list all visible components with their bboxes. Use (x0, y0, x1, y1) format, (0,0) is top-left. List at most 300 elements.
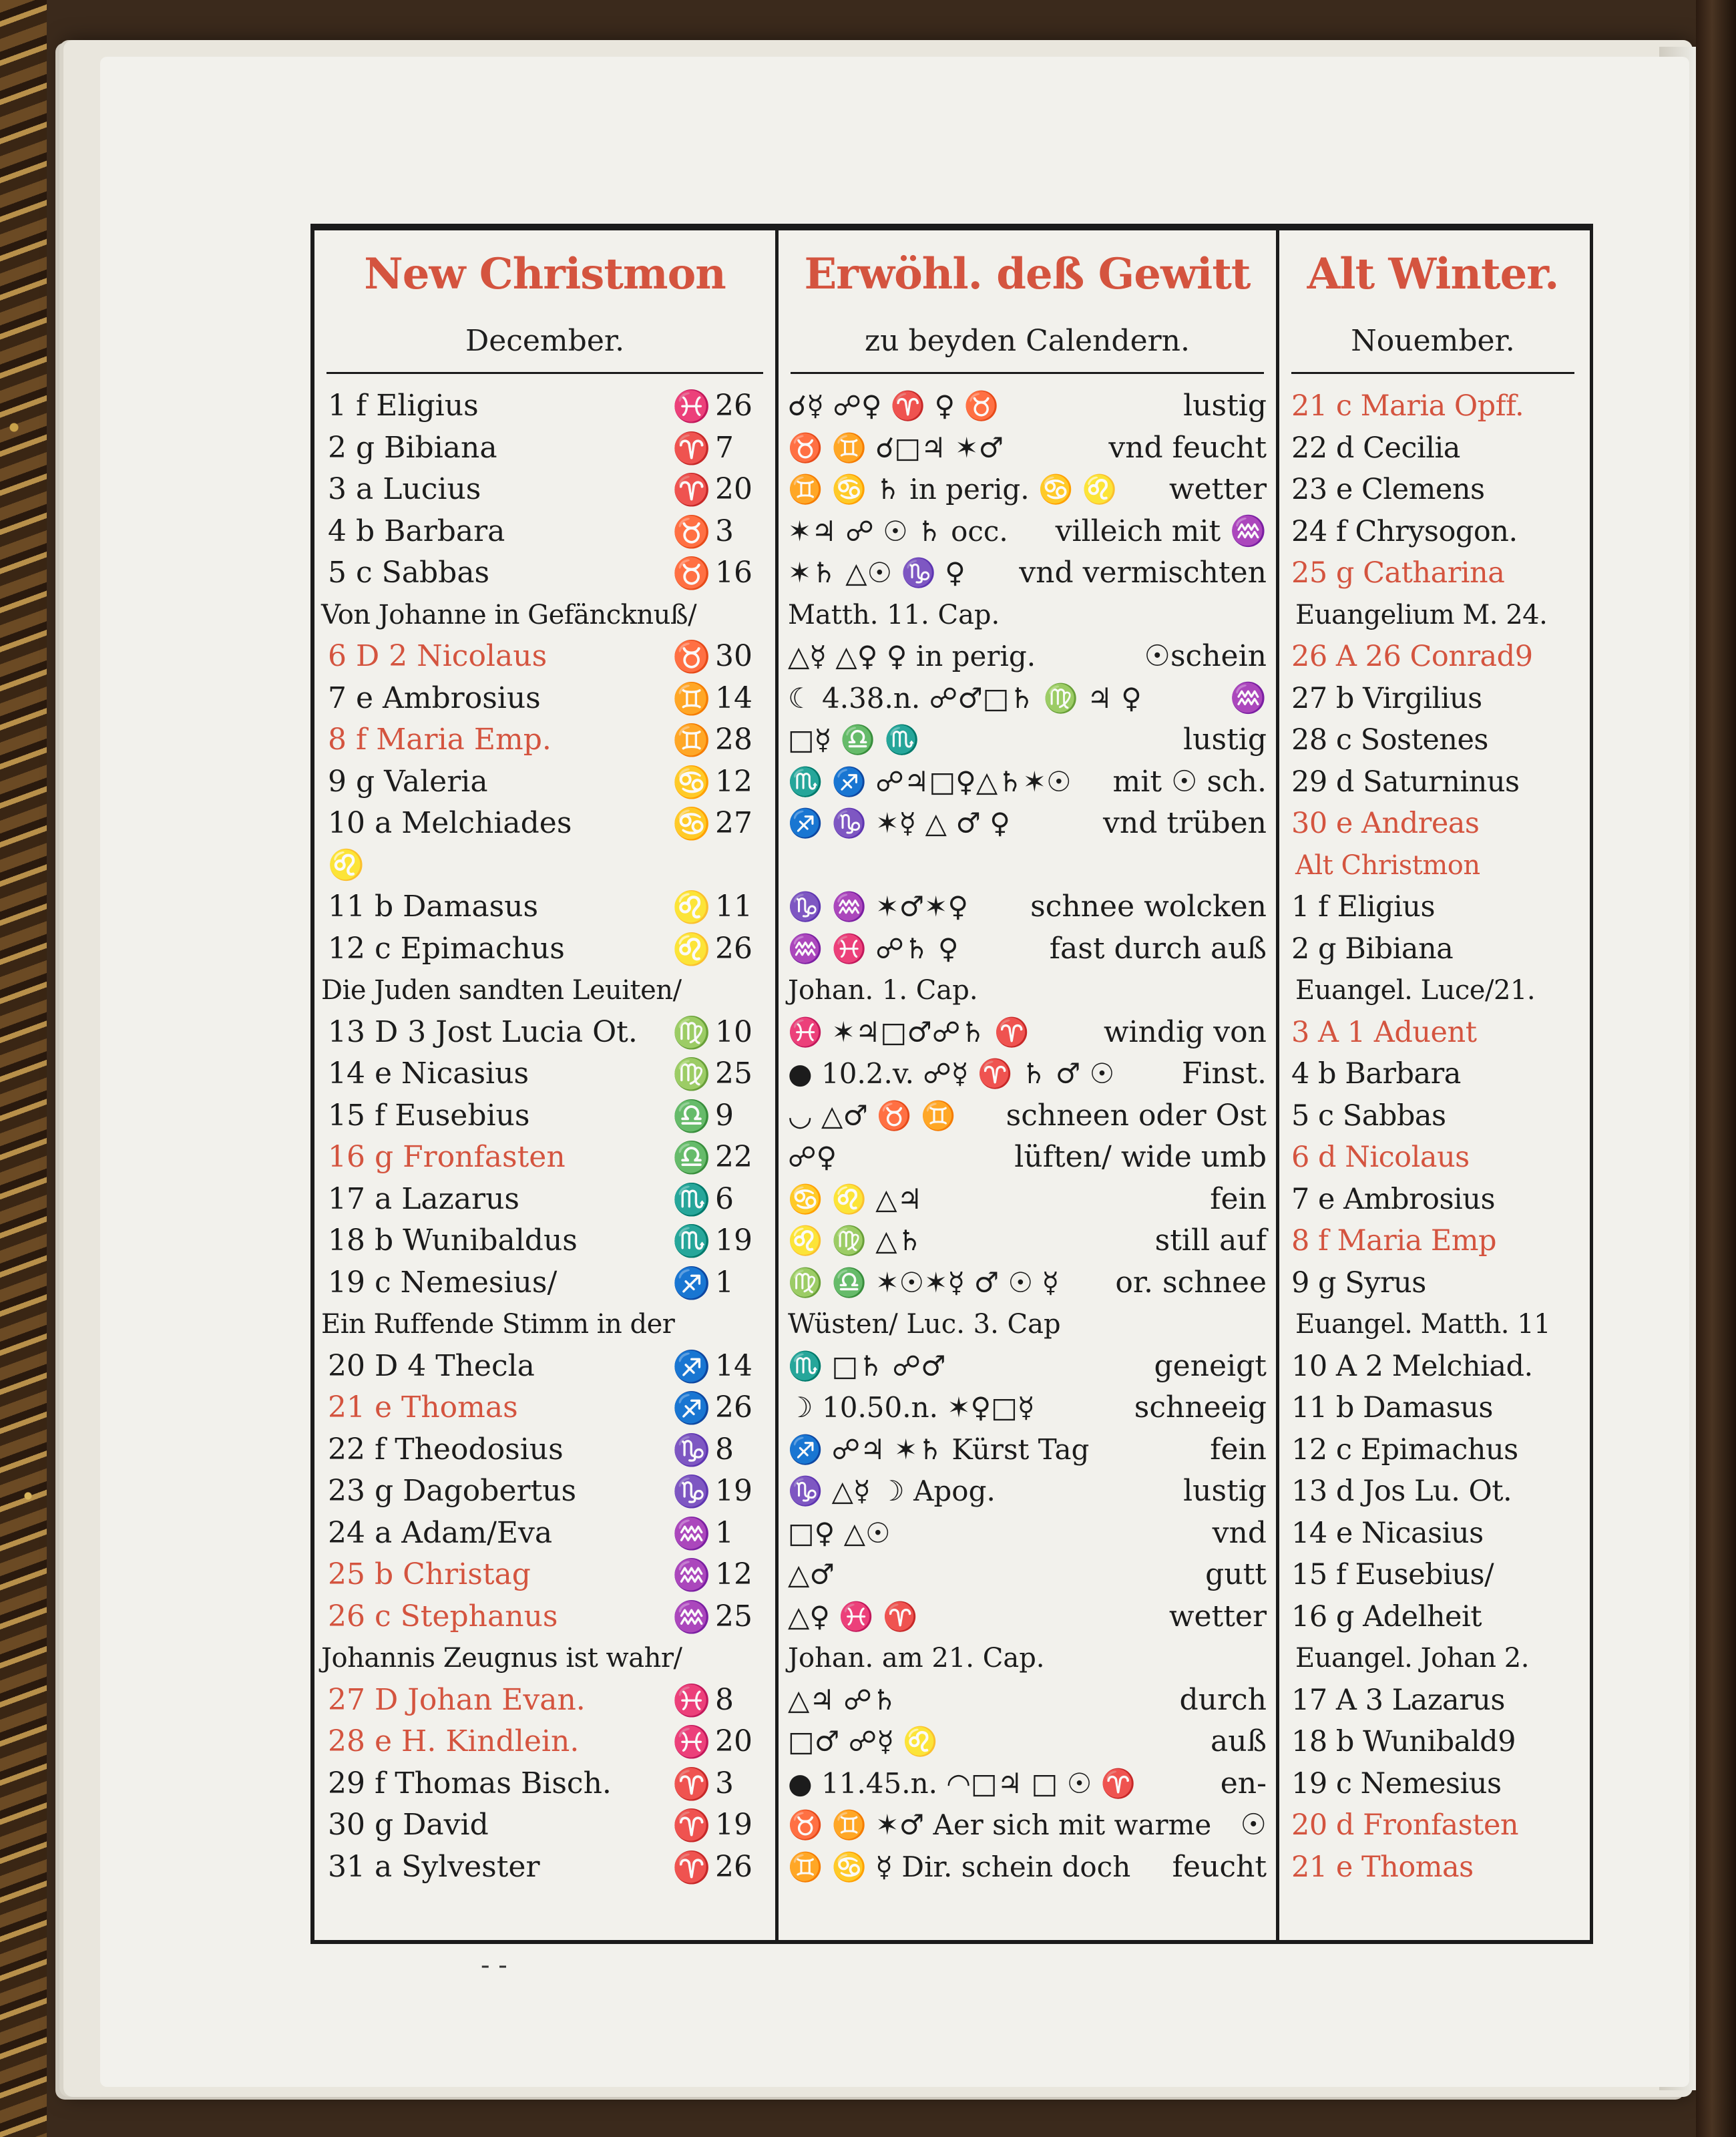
table-row (314, 1596, 775, 1638)
table-row (1279, 928, 1586, 970)
table-row (1279, 636, 1586, 678)
zodiac-sign-icon: ♒ (672, 1557, 711, 1593)
moon-degree: 22 (715, 1140, 752, 1174)
zodiac-sign-icon: ♐ (672, 1348, 711, 1384)
table-row (314, 761, 775, 803)
aspect-symbols: △♀ ♓ ♈ (788, 1599, 918, 1633)
weather-text: lustig (1183, 723, 1267, 757)
gospel-line: Ein Ruffende Stimm in der (321, 1309, 675, 1340)
weather-text: fein (1210, 1432, 1267, 1467)
moon-degree: 11 (715, 890, 752, 924)
day-entry: 14 e Nicasius (1291, 1516, 1484, 1550)
table-row (314, 636, 775, 678)
column-subtitle: Nouember. (1351, 324, 1515, 358)
table-row (779, 636, 1276, 678)
day-entry: 15 f Eusebius/ (1291, 1558, 1494, 1591)
table-row (1279, 1095, 1586, 1137)
aspect-symbols: ● 11.45.n. ◠□♃ □ ☉ ♈ (788, 1766, 1136, 1800)
gospel-line: Euangel. Luce/21. (1295, 975, 1536, 1006)
weather-text: vnd feucht (1108, 430, 1267, 465)
aspect-symbols: ◡ △♂ ♉ ♊ (788, 1099, 956, 1132)
table-row (314, 1637, 775, 1680)
day-entry: 21 e Thomas (1291, 1850, 1474, 1884)
column-new-christmon (314, 230, 779, 1940)
aspect-symbols: ☍♀ (788, 1141, 837, 1173)
column-title: Alt Winter. (1307, 249, 1559, 299)
table-row (779, 1262, 1276, 1304)
day-entry: 11 b Damasus (328, 890, 539, 924)
table-row (779, 761, 1276, 803)
table-row (779, 928, 1276, 970)
moon-degree: 7 (715, 430, 734, 465)
weather-text: gutt (1205, 1557, 1267, 1591)
column-subtitle: December. (465, 324, 625, 358)
day-entry: 27 b Virgilius (1291, 681, 1482, 715)
table-row (314, 1554, 775, 1596)
column-subtitle: zu beyden Calendern. (864, 324, 1190, 358)
zodiac-sign-icon: ♌ (672, 930, 711, 967)
table-row (1279, 803, 1586, 845)
table-row (314, 385, 775, 427)
zodiac-sign-icon: ♉ (672, 638, 711, 674)
table-row (1279, 511, 1586, 553)
zodiac-sign-icon: ♈ (672, 1807, 711, 1843)
table-row (1279, 1346, 1586, 1388)
table-row (314, 1262, 775, 1304)
moon-degree: 1 (715, 1265, 734, 1300)
day-entry: 5 c Sabbas (328, 556, 490, 590)
aspect-symbols: ♑ ♒ ✶♂✶♀ (788, 890, 969, 923)
table-row (314, 678, 775, 720)
table-row (314, 1012, 775, 1054)
table-row (779, 1137, 1276, 1179)
weather-text: lüften/ wide umb (1014, 1140, 1267, 1174)
day-entry: 8 f Maria Emp. (328, 723, 552, 757)
aspect-symbols: ✶♃ ☍ ☉ ♄ occ. (788, 514, 1008, 548)
weather-text: schneeig (1134, 1390, 1267, 1424)
day-entry: 14 e Nicasius (328, 1056, 529, 1091)
table-row (314, 1387, 775, 1429)
table-row (779, 1471, 1276, 1513)
moon-degree: 8 (715, 1682, 734, 1717)
zodiac-sign-icon: ♍ (672, 1014, 711, 1050)
table-row (314, 427, 775, 469)
moon-degree: 19 (715, 1808, 752, 1842)
aspect-symbols: ♏ ♐ ☍♃□♀△♄✶☉ (788, 765, 1072, 798)
aspect-symbols: △♃ ☍♄ (788, 1683, 897, 1716)
day-entry: 2 g Bibiana (1291, 932, 1454, 966)
moon-degree: 9 (715, 1098, 734, 1133)
gospel-line: Alt Christmon (1295, 849, 1480, 881)
table-row (314, 803, 775, 845)
weather-text: schnee wolcken (1030, 890, 1267, 924)
table-row (779, 678, 1276, 720)
weather-text: vnd vermischten (1019, 556, 1267, 590)
aspect-symbols: ♑ △☿ ☽ Apog. (788, 1475, 996, 1507)
table-row (314, 886, 775, 928)
day-entry: 27 D Johan Evan. (328, 1682, 586, 1717)
table-row (779, 1304, 1276, 1346)
moon-degree: 25 (715, 1056, 752, 1091)
moon-degree: 26 (715, 1390, 752, 1424)
aspect-symbols: ♊ ♋ ☿ Dir. schein doch (788, 1850, 1131, 1883)
aspect-symbols: ✶♄ △☉ ♑ ♀ (788, 556, 965, 589)
table-row (314, 1053, 775, 1095)
day-entry: 8 f Maria Emp (1291, 1224, 1497, 1257)
table-row (1279, 1471, 1586, 1513)
table-row (314, 970, 775, 1012)
day-entry: 6 D 2 Nicolaus (328, 639, 548, 673)
weather-text: durch (1179, 1682, 1267, 1717)
table-row (1279, 886, 1586, 928)
aspect-symbols: ♍ ♎ ✶☉✶☿ ♂ ☉ ☿ (788, 1266, 1060, 1299)
day-entry: 25 g Catharina (1291, 556, 1505, 590)
day-entry: 16 g Adelheit (1291, 1599, 1482, 1633)
table-row (1279, 1637, 1586, 1680)
gospel-line: Euangel. Matth. 11 (1295, 1309, 1551, 1340)
day-entry: 11 b Damasus (1291, 1391, 1493, 1424)
weather-text: schneen oder Ost (1006, 1098, 1267, 1133)
table-row (314, 1137, 775, 1179)
day-entry: 20 d Fronfasten (1291, 1808, 1519, 1842)
day-entry: 16 g Fronfasten (328, 1140, 566, 1174)
aspect-symbols: ♋ ♌ △♃ (788, 1182, 923, 1215)
table-row (314, 1429, 775, 1471)
aspect-symbols: □♂ ☍☿ ♌ (788, 1725, 938, 1758)
zodiac-sign-icon: ♒ (672, 1598, 711, 1635)
day-entry: 21 c Maria Opff. (1291, 389, 1524, 423)
table-row (779, 1095, 1276, 1137)
day-entry: 2 g Bibiana (328, 430, 497, 465)
day-entry: 17 a Lazarus (328, 1181, 520, 1216)
moon-degree: 26 (715, 1849, 752, 1884)
day-entry: 23 e Clemens (1291, 473, 1485, 506)
moon-degree: 19 (715, 1474, 752, 1508)
day-entry: 17 A 3 Lazarus (1291, 1683, 1505, 1717)
day-entry: 9 g Syrus (1291, 1266, 1426, 1300)
table-row (779, 1721, 1276, 1763)
day-entry: 5 c Sabbas (1291, 1099, 1446, 1133)
weather-text: geneigt (1154, 1348, 1267, 1383)
zodiac-sign-icon: ♒ (672, 1515, 711, 1551)
moon-degree: 19 (715, 1223, 752, 1257)
book-cover-right (1696, 0, 1736, 2137)
day-entry: 19 c Nemesius/ (328, 1265, 558, 1300)
day-entry: 6 d Nicolaus (1291, 1141, 1470, 1174)
weather-text: wetter (1168, 1599, 1267, 1633)
table-row (314, 1513, 775, 1555)
table-row (779, 1513, 1276, 1555)
day-entry: 20 D 4 Thecla (328, 1348, 535, 1383)
gospel-line: Johan. am 21. Cap. (788, 1643, 1045, 1674)
aspect-symbols: ☾ 4.38.n. ☍♂□♄ ♍ ♃ ♀ (788, 681, 1142, 715)
aspect-symbols: △☿ △♀ ♀ in perig. (788, 640, 1036, 672)
moon-degree: 1 (715, 1515, 734, 1550)
divider (327, 372, 763, 374)
table-row (1279, 1429, 1586, 1471)
divider (1291, 372, 1574, 374)
zodiac-sign-icon: ♈ (672, 1765, 711, 1802)
table-row (1279, 1721, 1586, 1763)
zodiac-sign-icon: ♋ (672, 763, 711, 800)
aspect-list (779, 385, 1276, 1888)
table-row (1279, 761, 1586, 803)
table-row (779, 427, 1276, 469)
moon-degree: 8 (715, 1432, 734, 1467)
moon-degree: 26 (715, 931, 752, 966)
weather-text: lustig (1183, 1474, 1267, 1508)
table-row (779, 511, 1276, 553)
gospel-line: Euangelium M. 24. (1295, 599, 1548, 630)
zodiac-sign-icon: ♊ (672, 680, 711, 717)
day-entry: 24 f Chrysogon. (1291, 514, 1518, 548)
day-entry: 12 c Epimachus (1291, 1432, 1518, 1467)
table-row (779, 845, 1276, 887)
table-row (779, 970, 1276, 1012)
day-entry: 18 b Wunibald9 (1291, 1725, 1516, 1758)
aspect-symbols: ● 10.2.v. ☍☿ ♈ ♄ ♂ ☉ (788, 1057, 1115, 1090)
divider (791, 372, 1264, 374)
table-row (314, 1804, 775, 1847)
table-row (779, 886, 1276, 928)
day-entry: 12 c Epimachus (328, 931, 565, 966)
table-row (1279, 1596, 1586, 1638)
day-entry: ♌ (328, 847, 365, 882)
zodiac-sign-icon: ♍ (672, 1056, 711, 1092)
zodiac-sign-icon: ♎ (672, 1139, 711, 1175)
table-row (1279, 1262, 1586, 1304)
table-row (314, 1471, 775, 1513)
zodiac-sign-icon: ♓ (672, 1682, 711, 1718)
table-row (779, 1637, 1276, 1680)
table-row (1279, 1179, 1586, 1221)
table-row (314, 1179, 775, 1221)
gospel-line: Die Juden sandten Leuiten/ (321, 975, 682, 1006)
gospel-line: Johan. 1. Cap. (788, 975, 978, 1006)
table-row (779, 552, 1276, 594)
zodiac-sign-icon: ♑ (672, 1431, 711, 1468)
zodiac-sign-icon: ♎ (672, 1097, 711, 1134)
aspect-symbols: ♒ ♓ ☍♄ ♀ (788, 932, 959, 965)
table-row (1279, 385, 1586, 427)
table-row (779, 719, 1276, 761)
table-row (779, 469, 1276, 511)
gospel-line: Wüsten/ Luc. 3. Cap (788, 1309, 1061, 1340)
moon-degree: 26 (715, 389, 752, 423)
zodiac-sign-icon: ♏ (672, 1223, 711, 1259)
table-row (1279, 1554, 1586, 1596)
weather-text: Finst. (1181, 1056, 1267, 1091)
day-entry: 25 b Christag (328, 1557, 531, 1591)
table-row (1279, 1804, 1586, 1847)
table-row (314, 1680, 775, 1722)
table-row (314, 845, 775, 887)
weather-text: en- (1220, 1766, 1267, 1800)
book-cover-left (0, 0, 47, 2137)
zodiac-sign-icon: ♉ (672, 555, 711, 591)
zodiac-sign-icon: ♑ (672, 1473, 711, 1509)
gospel-line: Johannis Zeugnus ist wahr/ (321, 1643, 682, 1674)
gospel-line: Matth. 11. Cap. (788, 599, 1000, 630)
day-entry: 4 b Barbara (328, 514, 505, 548)
table-row (1279, 845, 1586, 887)
table-row (779, 385, 1276, 427)
day-entry: 22 f Theodosius (328, 1432, 564, 1467)
table-row (1279, 970, 1586, 1012)
aspect-symbols: ☽ 10.50.n. ✶♀□☿ (788, 1391, 1035, 1424)
moon-degree: 6 (715, 1181, 734, 1216)
zodiac-sign-icon: ♋ (672, 805, 711, 841)
moon-degree: 16 (715, 556, 752, 590)
aspect-symbols: ♏ □♄ ☍♂ (788, 1349, 946, 1382)
moon-degree: 3 (715, 514, 734, 548)
aspect-symbols: ☌☿ ☍♀ ♈ ♀ ♉ (788, 389, 999, 422)
table-row (1279, 469, 1586, 511)
day-entry: 23 g Dagobertus (328, 1474, 577, 1508)
aspect-symbols: ♐ ☍♃ ✶♄ Kürst Tag (788, 1432, 1090, 1466)
table-row (1279, 1012, 1586, 1054)
column-title: Erwöhl. deß Gewitt (804, 249, 1251, 299)
day-entry: 4 b Barbara (1291, 1057, 1461, 1091)
aspect-symbols: △♂ (788, 1558, 835, 1591)
weather-text: fein (1210, 1181, 1267, 1216)
aspect-symbols: ♐ ♑ ✶☿ △ ♂ ♀ (788, 807, 1010, 839)
aspect-symbols: ♊ ♋ ♄ in perig. ♋ ♌ (788, 473, 1117, 506)
moon-degree: 14 (715, 1348, 752, 1383)
day-entry: 10 A 2 Melchiad. (1291, 1349, 1533, 1383)
day-entry: 30 g David (328, 1808, 489, 1842)
zodiac-sign-icon: ♐ (672, 1264, 711, 1301)
table-row (1279, 1680, 1586, 1722)
table-row (314, 1304, 775, 1346)
table-row (1279, 1053, 1586, 1095)
table-row (1279, 1763, 1586, 1805)
table-row (779, 1680, 1276, 1722)
table-row (1279, 552, 1586, 594)
day-entry: 26 c Stephanus (328, 1599, 558, 1633)
table-row (779, 1220, 1276, 1262)
weather-text: ☉schein (1144, 639, 1267, 673)
table-row (779, 1763, 1276, 1805)
table-row (1279, 1513, 1586, 1555)
day-entry: 29 f Thomas Bisch. (328, 1766, 612, 1800)
table-row (1279, 427, 1586, 469)
zodiac-sign-icon: ♌ (672, 889, 711, 925)
table-row (1279, 1220, 1586, 1262)
moon-degree: 12 (715, 1557, 752, 1591)
moon-degree: 10 (715, 1014, 752, 1049)
zodiac-sign-icon: ♓ (672, 1724, 711, 1760)
table-row (779, 1387, 1276, 1429)
zodiac-sign-icon: ♉ (672, 513, 711, 550)
zodiac-sign-icon: ♈ (672, 1849, 711, 1885)
table-row (779, 1804, 1276, 1847)
day-entry: 21 e Thomas (328, 1390, 518, 1424)
table-row (314, 1346, 775, 1388)
table-row (1279, 1137, 1586, 1179)
weather-text: vnd (1212, 1515, 1267, 1550)
table-row (1279, 719, 1586, 761)
weather-text: windig von (1103, 1014, 1267, 1049)
weather-text: mit ☉ sch. (1112, 764, 1267, 799)
day-entry: 9 g Valeria (328, 764, 488, 799)
weather-text: feucht (1172, 1849, 1267, 1884)
day-entry: 31 a Sylvester (328, 1849, 540, 1884)
aspect-symbols: ♓ ✶♃□♂☍♄ ♈ (788, 1015, 1030, 1048)
table-row (779, 1554, 1276, 1596)
table-row (314, 594, 775, 636)
table-row (779, 1596, 1276, 1638)
day-entry: 13 d Jos Lu. Ot. (1291, 1475, 1512, 1508)
table-row (314, 552, 775, 594)
page-mark: ‑ ‑ (481, 1950, 507, 1981)
table-row (1279, 1847, 1586, 1889)
day-entry: 22 d Cecilia (1291, 431, 1460, 465)
table-row (1279, 1304, 1586, 1346)
zodiac-sign-icon: ♈ (672, 471, 711, 508)
day-entry: 24 a Adam/Eva (328, 1515, 553, 1550)
table-row (779, 803, 1276, 845)
day-entry: 10 a Melchiades (328, 806, 572, 840)
weather-text: ♒ (1230, 681, 1267, 715)
weather-text: wetter (1168, 472, 1267, 506)
day-entry: 3 A 1 Aduent (1291, 1015, 1477, 1049)
table-row (1279, 1387, 1586, 1429)
table-row (314, 928, 775, 970)
zodiac-sign-icon: ♈ (672, 429, 711, 466)
table-row (779, 1847, 1276, 1889)
day-entry: 26 A 26 Conrad9 (1291, 640, 1533, 673)
day-entry: 30 e Andreas (1291, 807, 1480, 840)
day-entry: 13 D 3 Jost Lucia Ot. (328, 1014, 638, 1049)
moon-degree: 14 (715, 681, 752, 715)
table-row (314, 1763, 775, 1805)
column-old-winter (1279, 230, 1586, 1940)
day-entry: 28 c Sostenes (1291, 723, 1488, 757)
table-row (779, 1012, 1276, 1054)
zodiac-sign-icon: ♓ (672, 388, 711, 424)
table-row (314, 719, 775, 761)
day-entry: 1 f Eligius (328, 389, 479, 423)
table-row (314, 511, 775, 553)
weather-text: or. schnee (1115, 1265, 1267, 1300)
day-entry: 28 e H. Kindlein. (328, 1724, 580, 1758)
weather-text: fast durch auß (1049, 931, 1267, 966)
aspect-symbols: ♉ ♊ ✶♂ Aer sich mit warme (788, 1808, 1212, 1841)
table-row (1279, 594, 1586, 636)
aspect-symbols: □☿ ♎ ♏ (788, 723, 919, 756)
moon-degree: 12 (715, 764, 752, 799)
moon-degree: 20 (715, 1724, 752, 1758)
column-title: New Christmon (364, 249, 726, 299)
column-weather (779, 230, 1279, 1940)
table-row (314, 1095, 775, 1137)
aspect-symbols: □♀ △☉ (788, 1516, 891, 1549)
zodiac-sign-icon: ♊ (672, 722, 711, 758)
table-row (314, 1721, 775, 1763)
day-entry: 7 e Ambrosius (328, 681, 541, 715)
moon-degree: 30 (715, 639, 752, 673)
day-entry: 3 a Lucius (328, 472, 481, 506)
table-row (314, 1220, 775, 1262)
weather-text: still auf (1154, 1223, 1267, 1257)
zodiac-sign-icon: ♏ (672, 1181, 711, 1217)
calendar-frame (310, 224, 1593, 1944)
aspect-symbols: ♉ ♊ ☌□♃ ✶♂ (788, 431, 1004, 464)
table-row (779, 1346, 1276, 1388)
table-row (779, 1429, 1276, 1471)
day-list (1279, 385, 1586, 1888)
